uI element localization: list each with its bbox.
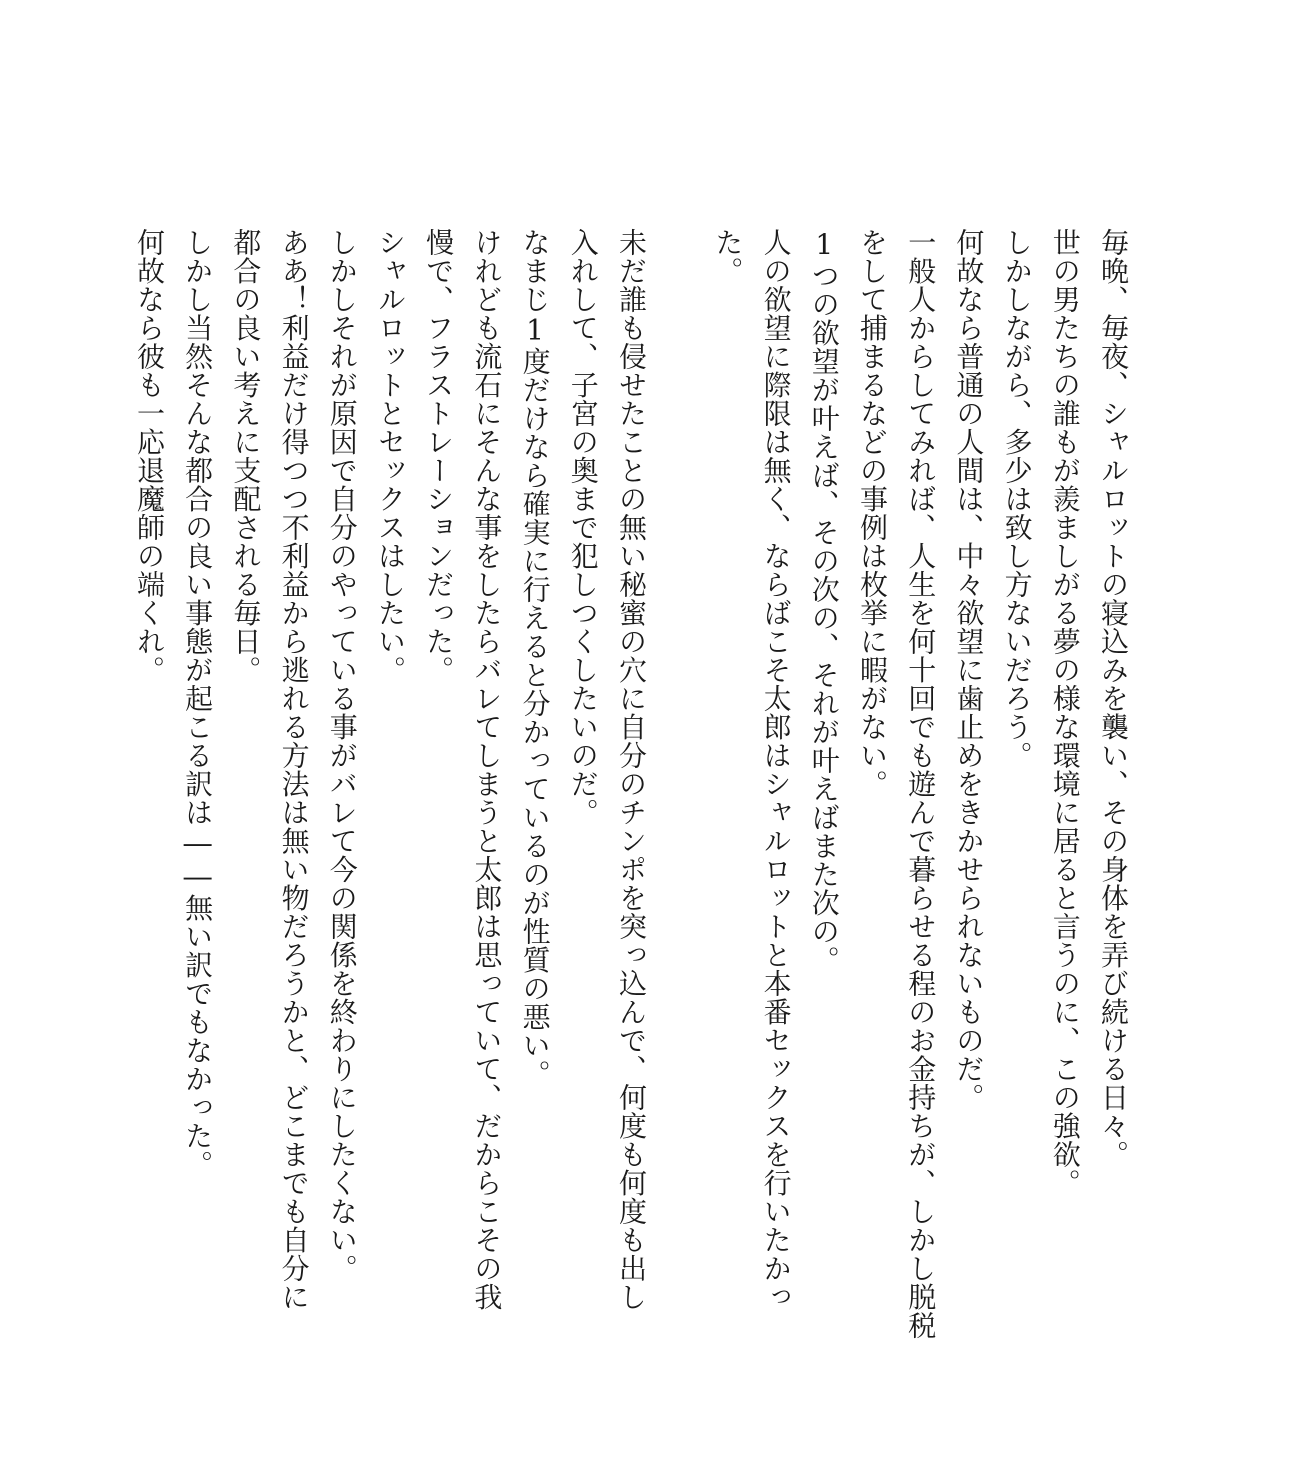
text-line: シャルロットとセックスはしたい。 (373, 228, 407, 684)
text-line: なまじ1度だけなら確実に行えると分かっているのが性質の悪い。 (518, 228, 552, 1088)
text-line: た。 (711, 228, 745, 285)
text-line: しかし当然そんな都合の良い事態が起こる訳は――無い訳でもなかった。 (181, 228, 215, 1179)
text-line: 入れして、子宮の奥まで犯しつくしたいのだ。 (566, 228, 600, 827)
text-line: 未だ誰も侵せたことの無い秘蜜の穴に自分のチンポを突っ込んで、何度も何度も出し (614, 228, 648, 1311)
text-line: 1つの欲望が叶えば、その次の、それが叶えばまた次の。 (807, 228, 841, 974)
text-line: 世の男たちの誰もが羨ましがる夢の様な環境に居ると言うのに、この強欲。 (1048, 228, 1082, 1197)
paragraph-break (655, 228, 703, 1288)
text-line: 人の欲望に際限は無く、ならばこそ太郎はシャルロットと本番セックスを行いたかっ (759, 228, 793, 1311)
text-line: 何故なら普通の人間は、中々欲望に歯止めをきかせられないものだ。 (952, 228, 986, 1112)
text-line: 慢で、フラストレーションだった。 (422, 228, 456, 684)
text-line: 一般人からしてみれば、人生を何十回でも遊んで暮らせる程のお金持ちが、しかし脱税 (904, 228, 938, 1340)
text-line: けれども流石にそんな事をしたらバレてしまうと太郎は思っていて、だからこその我 (470, 228, 504, 1311)
vertical-text-body (125, 228, 1137, 1340)
text-line: 都合の良い考えに支配される毎日。 (229, 228, 263, 684)
text-line: しかしそれが原因で自分のやっている事がバレて今の関係を終わりにしたくない。 (325, 228, 359, 1283)
text-line: をして捕まるなどの事例は枚挙に暇がない。 (855, 228, 889, 798)
text-line: ああ！利益だけ得つつ不利益から逃れる方法は無い物だろうかと、どこまでも自分に (277, 228, 311, 1311)
text-line: 毎晩、毎夜、シャルロットの寝込みを襲い、その身体を弄び続ける日々。 (1097, 228, 1130, 1169)
text-line: 何故なら彼も一応退魔師の端くれ。 (132, 228, 166, 684)
text-line: しかしながら、多少は致し方ないだろう。 (1000, 228, 1034, 770)
